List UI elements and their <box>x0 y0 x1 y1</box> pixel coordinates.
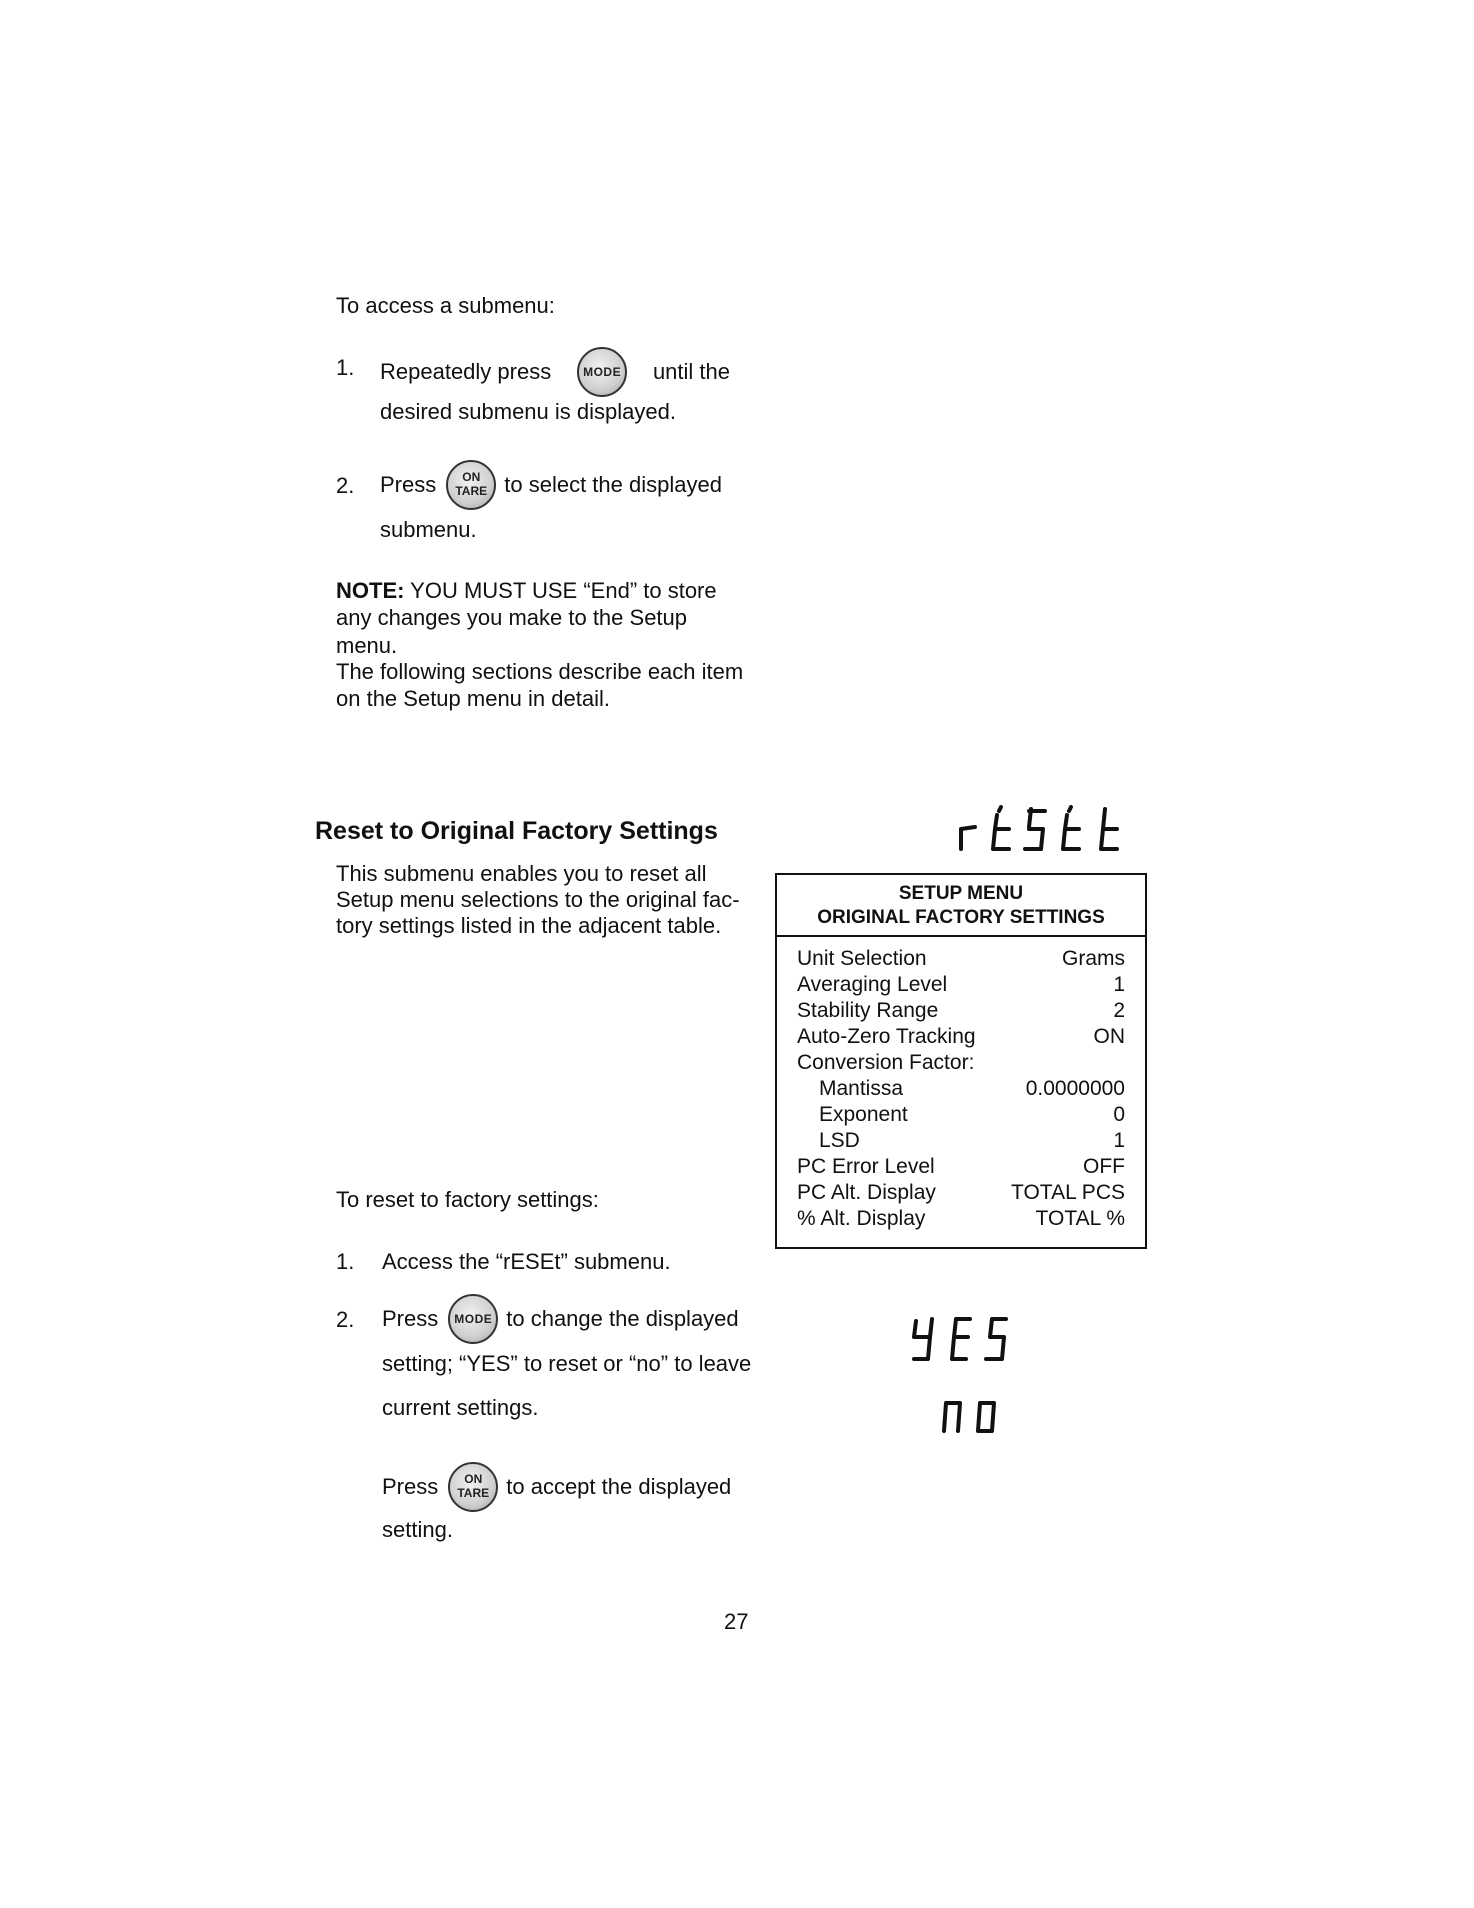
reset-step2-pre: Press <box>382 1306 439 1331</box>
mode-button-icon: MODE <box>448 1294 498 1344</box>
intro-step2-post: to select the displayed <box>504 472 722 497</box>
row-value: 1 <box>1113 973 1125 996</box>
lcd-display-no <box>940 1395 1010 1440</box>
row-value: 0 <box>1113 1103 1125 1126</box>
lcd-display-reset <box>955 805 1145 858</box>
row-value: TOTAL % <box>1035 1207 1125 1230</box>
page-number: 27 <box>724 1609 749 1634</box>
follow-line2: on the Setup menu in detail. <box>336 686 610 711</box>
table-title2: ORIGINAL FACTORY SETTINGS <box>817 907 1105 928</box>
intro-step1-post: until the <box>652 359 730 384</box>
intro-step2-line2: submenu. <box>380 517 477 542</box>
note-line1: YOU MUST USE “End” to store <box>404 578 717 603</box>
reset-desc-line3: tory settings listed in the adjacent table. <box>336 913 722 938</box>
row-value: Grams <box>1062 947 1125 970</box>
tare-label: TARE <box>455 484 488 498</box>
table-row <box>797 1050 1125 1076</box>
tare-label: TARE <box>457 1486 490 1500</box>
table-row <box>797 946 1125 972</box>
row-value: 2 <box>1113 999 1125 1022</box>
reset-step2-line <box>382 1294 742 1344</box>
on-tare-button-icon <box>446 460 496 510</box>
table-row <box>797 1206 1125 1232</box>
reset-step1-number: 1. <box>336 1249 355 1274</box>
to-reset-heading: To reset to factory settings: <box>336 1187 599 1212</box>
reset-desc-line2: Setup menu selections to the original fac- <box>336 887 740 912</box>
intro-step1-pre: Repeatedly press <box>380 359 552 384</box>
reset-heading: Reset to Original Factory Settings <box>315 817 718 845</box>
reset-step2-line3: current settings. <box>382 1395 539 1420</box>
intro-step2-number: 2. <box>336 473 355 498</box>
factory-settings-table <box>775 873 1147 1249</box>
table-header <box>777 875 1145 937</box>
intro-step2-pre: Press <box>380 472 437 497</box>
table-title1: SETUP MENU <box>898 883 1024 904</box>
row-label: Exponent <box>819 1103 908 1126</box>
row-label: Stability Range <box>797 999 939 1022</box>
lcd-display-yes <box>910 1315 1020 1368</box>
note-line2: any changes you make to the Setup menu. <box>336 605 688 658</box>
table-row <box>797 1180 1125 1206</box>
table-rows <box>777 937 1145 1232</box>
reset-step3-line <box>382 1462 742 1512</box>
note <box>336 577 736 605</box>
note-label: NOTE: <box>336 578 405 603</box>
intro-step1-line2: desired submenu is displayed. <box>380 399 676 424</box>
row-label: LSD <box>819 1129 860 1152</box>
reset-desc-line1: This submenu enables you to reset all <box>336 861 707 886</box>
row-value: OFF <box>1083 1155 1125 1178</box>
row-value: 0.0000000 <box>1025 1077 1125 1100</box>
reset-step3-post: to accept the displayed <box>506 1474 732 1499</box>
row-label: Unit Selection <box>797 947 927 970</box>
table-row <box>797 1102 1125 1128</box>
row-label: Auto-Zero Tracking <box>797 1025 976 1048</box>
table-row <box>797 1024 1125 1050</box>
reset-step1-text: Access the “rESEt” submenu. <box>382 1249 671 1274</box>
table-row <box>797 1154 1125 1180</box>
row-value: 1 <box>1113 1129 1125 1152</box>
reset-step2-line2: setting; “YES” to reset or “no” to leave <box>382 1351 752 1376</box>
reset-step2-post: to change the displayed <box>506 1306 739 1331</box>
row-label: % Alt. Display <box>797 1207 926 1230</box>
on-label: ON <box>464 1472 483 1486</box>
follow-line1: The following sections describe each item <box>336 659 744 684</box>
row-value: ON <box>1093 1025 1125 1048</box>
row-label: PC Alt. Display <box>797 1181 936 1204</box>
reset-step3-line2: setting. <box>382 1517 453 1542</box>
on-tare-button-icon <box>448 1462 498 1512</box>
row-label: Conversion Factor: <box>797 1051 975 1074</box>
mode-button-icon: MODE <box>577 347 627 397</box>
reset-step3-pre: Press <box>382 1474 439 1499</box>
intro-step1-number: 1. <box>336 355 355 380</box>
table-row <box>797 1076 1125 1102</box>
intro-heading: To access a submenu: <box>336 293 555 318</box>
table-row <box>797 998 1125 1024</box>
on-label: ON <box>462 470 481 484</box>
row-label: Averaging Level <box>797 973 948 996</box>
row-value: TOTAL PCS <box>1011 1181 1125 1204</box>
reset-step2-number: 2. <box>336 1307 355 1332</box>
intro-step2-line <box>380 460 730 510</box>
intro-step1-line <box>380 347 730 397</box>
row-label: PC Error Level <box>797 1155 935 1178</box>
table-row <box>797 972 1125 998</box>
row-label: Mantissa <box>819 1077 904 1100</box>
table-row <box>797 1128 1125 1154</box>
